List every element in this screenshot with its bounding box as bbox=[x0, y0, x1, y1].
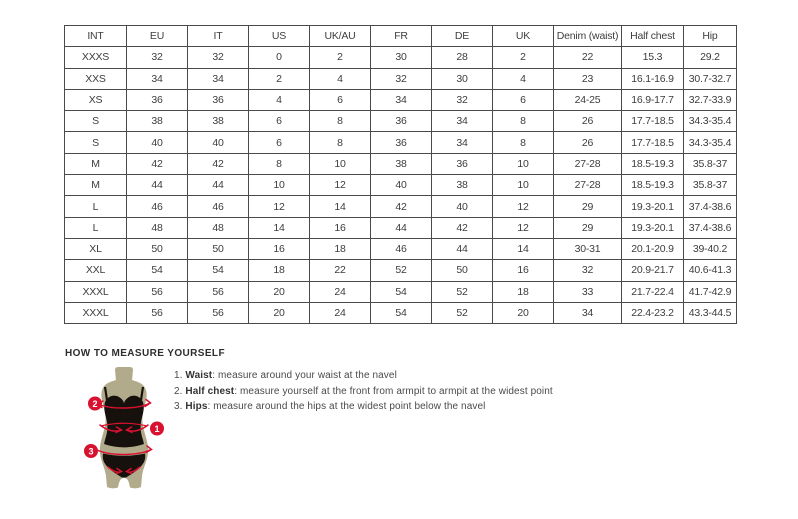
table-cell: 34 bbox=[432, 111, 493, 132]
table-cell: 42 bbox=[127, 153, 188, 174]
table-cell: XXS bbox=[65, 68, 127, 89]
table-cell: 16.9-17.7 bbox=[622, 89, 684, 110]
table-cell: 34.3-35.4 bbox=[684, 132, 737, 153]
table-cell: 15.3 bbox=[622, 47, 684, 68]
table-cell: 34 bbox=[554, 302, 622, 323]
table-row bbox=[65, 238, 737, 259]
table-cell: 18 bbox=[493, 281, 554, 302]
table-cell: 34.3-35.4 bbox=[684, 111, 737, 132]
column-header: FR bbox=[371, 26, 432, 47]
table-row bbox=[65, 47, 737, 68]
svg-text:3: 3 bbox=[88, 446, 94, 457]
measure-instruction-item bbox=[174, 371, 654, 381]
table-cell: 8 bbox=[493, 132, 554, 153]
instruction-number: 2. bbox=[174, 385, 186, 397]
table-cell: XXXS bbox=[65, 47, 127, 68]
column-header: UK bbox=[493, 26, 554, 47]
table-cell: 32 bbox=[432, 89, 493, 110]
table-cell: 10 bbox=[493, 153, 554, 174]
table-row bbox=[65, 89, 737, 110]
table-cell: M bbox=[65, 153, 127, 174]
table-cell: 54 bbox=[371, 281, 432, 302]
table-cell: 37.4-38.6 bbox=[684, 217, 737, 238]
column-header: US bbox=[249, 26, 310, 47]
table-cell: 16 bbox=[249, 238, 310, 259]
measure-section-title: HOW TO MEASURE YOURSELF bbox=[65, 348, 225, 359]
table-cell: 32 bbox=[127, 47, 188, 68]
table-cell: XXXL bbox=[65, 281, 127, 302]
table-cell: 32 bbox=[554, 260, 622, 281]
table-cell: 6 bbox=[249, 132, 310, 153]
table-row bbox=[65, 111, 737, 132]
table-cell: 32.7-33.9 bbox=[684, 89, 737, 110]
table-cell: XXL bbox=[65, 260, 127, 281]
measure-instruction-item bbox=[174, 402, 654, 412]
table-cell: 40 bbox=[127, 132, 188, 153]
table-cell: 36 bbox=[127, 89, 188, 110]
table-cell: 20.9-21.7 bbox=[622, 260, 684, 281]
table-cell: 35.8-37 bbox=[684, 153, 737, 174]
table-cell: 43.3-44.5 bbox=[684, 302, 737, 323]
table-cell: 52 bbox=[432, 302, 493, 323]
table-cell: 44 bbox=[371, 217, 432, 238]
table-cell: 10 bbox=[310, 153, 371, 174]
table-cell: 4 bbox=[493, 68, 554, 89]
column-header: UK/AU bbox=[310, 26, 371, 47]
table-row bbox=[65, 196, 737, 217]
table-cell: 30-31 bbox=[554, 238, 622, 259]
size-chart-section bbox=[64, 25, 736, 324]
table-cell: 20 bbox=[249, 281, 310, 302]
size-chart-table bbox=[64, 25, 737, 324]
column-header: Denim (waist) bbox=[554, 26, 622, 47]
table-cell: 44 bbox=[188, 175, 249, 196]
table-cell: 27-28 bbox=[554, 153, 622, 174]
table-cell: 2 bbox=[249, 68, 310, 89]
table-cell: 26 bbox=[554, 111, 622, 132]
instruction-number: 1. bbox=[174, 370, 186, 381]
marker-waist bbox=[150, 422, 164, 436]
column-header: Hip bbox=[684, 26, 737, 47]
table-cell: 38 bbox=[432, 175, 493, 196]
table-cell: 27-28 bbox=[554, 175, 622, 196]
table-cell: 14 bbox=[310, 196, 371, 217]
table-cell: 29 bbox=[554, 196, 622, 217]
table-cell: 18 bbox=[310, 238, 371, 259]
table-cell: 12 bbox=[493, 196, 554, 217]
table-cell: 50 bbox=[188, 238, 249, 259]
table-cell: 17.7-18.5 bbox=[622, 111, 684, 132]
table-cell: 37.4-38.6 bbox=[684, 196, 737, 217]
table-cell: 36 bbox=[371, 132, 432, 153]
table-cell: S bbox=[65, 132, 127, 153]
table-cell: L bbox=[65, 217, 127, 238]
table-cell: 2 bbox=[493, 47, 554, 68]
svg-text:1: 1 bbox=[154, 423, 160, 434]
table-cell: 18.5-19.3 bbox=[622, 175, 684, 196]
table-cell: 20 bbox=[249, 302, 310, 323]
table-cell: 6 bbox=[249, 111, 310, 132]
table-cell: 40 bbox=[371, 175, 432, 196]
table-cell: 23 bbox=[554, 68, 622, 89]
table-row bbox=[65, 153, 737, 174]
svg-text:2: 2 bbox=[92, 398, 98, 409]
table-cell: 30 bbox=[371, 47, 432, 68]
table-cell: 35.8-37 bbox=[684, 175, 737, 196]
table-cell: 29 bbox=[554, 217, 622, 238]
table-header-row bbox=[65, 26, 737, 47]
table-cell: 42 bbox=[188, 153, 249, 174]
table-cell: 24-25 bbox=[554, 89, 622, 110]
table-cell: 46 bbox=[127, 196, 188, 217]
instruction-label: Hips bbox=[185, 401, 208, 412]
table-cell: 22 bbox=[310, 260, 371, 281]
table-cell: 10 bbox=[493, 175, 554, 196]
table-row bbox=[65, 132, 737, 153]
table-cell: 14 bbox=[249, 217, 310, 238]
instruction-text: : measure yourself at the front from armpit to armpit at the widest point bbox=[234, 385, 553, 397]
table-cell: 40 bbox=[188, 132, 249, 153]
table-cell: 44 bbox=[432, 238, 493, 259]
table-cell: 48 bbox=[127, 217, 188, 238]
table-cell: 16 bbox=[310, 217, 371, 238]
table-cell: 19.3-20.1 bbox=[622, 196, 684, 217]
table-cell: 4 bbox=[249, 89, 310, 110]
table-cell: 56 bbox=[188, 281, 249, 302]
marker-chest bbox=[88, 397, 102, 411]
table-cell: 52 bbox=[432, 281, 493, 302]
table-cell: 8 bbox=[310, 111, 371, 132]
table-cell: 38 bbox=[127, 111, 188, 132]
table-cell: 24 bbox=[310, 281, 371, 302]
table-cell: 28 bbox=[432, 47, 493, 68]
table-cell: 22 bbox=[554, 47, 622, 68]
table-cell: 24 bbox=[310, 302, 371, 323]
table-cell: 30.7-32.7 bbox=[684, 68, 737, 89]
measure-instruction-item bbox=[174, 387, 654, 397]
table-cell: 12 bbox=[310, 175, 371, 196]
table-cell: XXXL bbox=[65, 302, 127, 323]
table-cell: 42 bbox=[371, 196, 432, 217]
table-cell: 40 bbox=[432, 196, 493, 217]
table-cell: 14 bbox=[493, 238, 554, 259]
table-cell: XS bbox=[65, 89, 127, 110]
table-cell: 41.7-42.9 bbox=[684, 281, 737, 302]
table-cell: 29.2 bbox=[684, 47, 737, 68]
table-cell: 18 bbox=[249, 260, 310, 281]
instruction-label: Waist bbox=[185, 370, 213, 381]
column-header: Half chest bbox=[622, 26, 684, 47]
table-cell: 26 bbox=[554, 132, 622, 153]
table-cell: 16.1-16.9 bbox=[622, 68, 684, 89]
table-cell: 46 bbox=[188, 196, 249, 217]
table-cell: L bbox=[65, 196, 127, 217]
table-row bbox=[65, 68, 737, 89]
table-row bbox=[65, 217, 737, 238]
table-cell: 22.4-23.2 bbox=[622, 302, 684, 323]
table-cell: 8 bbox=[310, 132, 371, 153]
table-cell: 54 bbox=[127, 260, 188, 281]
table-cell: 32 bbox=[188, 47, 249, 68]
table-cell: 32 bbox=[371, 68, 432, 89]
table-cell: 34 bbox=[432, 132, 493, 153]
table-cell: 17.7-18.5 bbox=[622, 132, 684, 153]
table-cell: 8 bbox=[249, 153, 310, 174]
table-cell: 12 bbox=[249, 196, 310, 217]
instruction-text: : measure around the hips at the widest point below the navel bbox=[207, 401, 486, 412]
table-cell: XL bbox=[65, 238, 127, 259]
table-cell: 54 bbox=[371, 302, 432, 323]
table-cell: 34 bbox=[188, 68, 249, 89]
table-cell: 36 bbox=[371, 111, 432, 132]
table-row bbox=[65, 260, 737, 281]
size-chart-body bbox=[65, 47, 737, 324]
table-cell: 20 bbox=[493, 302, 554, 323]
table-cell: 20.1-20.9 bbox=[622, 238, 684, 259]
table-cell: 42 bbox=[432, 217, 493, 238]
table-cell: M bbox=[65, 175, 127, 196]
table-cell: 4 bbox=[310, 68, 371, 89]
table-cell: 18.5-19.3 bbox=[622, 153, 684, 174]
table-cell: 40.6-41.3 bbox=[684, 260, 737, 281]
instruction-label: Half chest bbox=[185, 385, 235, 397]
table-cell: 52 bbox=[371, 260, 432, 281]
table-cell: 44 bbox=[127, 175, 188, 196]
table-cell: 48 bbox=[188, 217, 249, 238]
table-row bbox=[65, 302, 737, 323]
table-cell: 21.7-22.4 bbox=[622, 281, 684, 302]
instruction-text: : measure around your waist at the navel bbox=[212, 370, 397, 381]
table-cell: 0 bbox=[249, 47, 310, 68]
table-cell: 34 bbox=[371, 89, 432, 110]
column-header: EU bbox=[127, 26, 188, 47]
column-header: DE bbox=[432, 26, 493, 47]
table-cell: 12 bbox=[493, 217, 554, 238]
table-cell: 54 bbox=[188, 260, 249, 281]
table-row bbox=[65, 281, 737, 302]
column-header: INT bbox=[65, 26, 127, 47]
table-cell: 38 bbox=[371, 153, 432, 174]
table-cell: 56 bbox=[188, 302, 249, 323]
column-header: IT bbox=[188, 26, 249, 47]
size-chart-header-row bbox=[65, 26, 737, 47]
table-cell: 6 bbox=[493, 89, 554, 110]
table-cell: 50 bbox=[432, 260, 493, 281]
table-cell: 33 bbox=[554, 281, 622, 302]
table-cell: 38 bbox=[188, 111, 249, 132]
table-cell: 19.3-20.1 bbox=[622, 217, 684, 238]
table-cell: 46 bbox=[371, 238, 432, 259]
table-cell: 10 bbox=[249, 175, 310, 196]
measure-instructions-list bbox=[174, 371, 654, 418]
table-cell: S bbox=[65, 111, 127, 132]
table-cell: 30 bbox=[432, 68, 493, 89]
table-cell: 6 bbox=[310, 89, 371, 110]
table-cell: 16 bbox=[493, 260, 554, 281]
table-cell: 2 bbox=[310, 47, 371, 68]
instruction-number: 3. bbox=[174, 401, 186, 412]
table-cell: 56 bbox=[127, 302, 188, 323]
table-cell: 8 bbox=[493, 111, 554, 132]
table-cell: 36 bbox=[188, 89, 249, 110]
table-cell: 56 bbox=[127, 281, 188, 302]
table-cell: 36 bbox=[432, 153, 493, 174]
table-cell: 34 bbox=[127, 68, 188, 89]
table-cell: 50 bbox=[127, 238, 188, 259]
marker-hips bbox=[84, 444, 98, 458]
table-cell: 39-40.2 bbox=[684, 238, 737, 259]
table-row bbox=[65, 175, 737, 196]
